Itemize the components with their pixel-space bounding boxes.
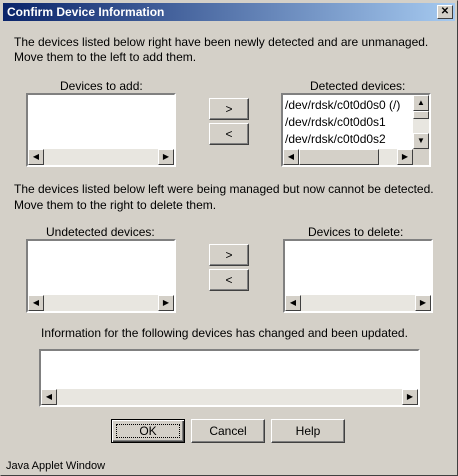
- horizontal-scrollbar[interactable]: [28, 149, 174, 165]
- section2-text-line2: Move them to the right to delete them.: [14, 198, 217, 212]
- section3-text: Information for the following devices has changed and been updated.: [41, 326, 408, 340]
- horizontal-scrollbar[interactable]: [285, 295, 431, 311]
- scroll-thumb[interactable]: [299, 149, 379, 165]
- scroll-right-icon[interactable]: ▶: [402, 389, 418, 405]
- section2-text-line1: The devices listed below left were being managed but now cannot be detected.: [14, 182, 434, 196]
- scroll-right-icon[interactable]: ▶: [158, 149, 174, 165]
- list-item[interactable]: /dev/rdsk/c0t0d0s2: [285, 132, 386, 146]
- help-button[interactable]: Help: [271, 419, 345, 443]
- updated-devices-list[interactable]: [39, 349, 420, 407]
- applet-window-footer: Java Applet Window: [6, 460, 106, 472]
- close-icon: ✕: [440, 6, 450, 17]
- focus-indicator: [116, 424, 180, 438]
- window-title: Confirm Device Information: [7, 5, 165, 19]
- scrollbar-corner: [413, 149, 429, 165]
- cancel-button[interactable]: Cancel: [191, 419, 265, 443]
- list-item[interactable]: /dev/rdsk/c0t0d0s0 (/): [285, 98, 401, 112]
- devices-to-add-list[interactable]: [26, 93, 176, 167]
- devices-to-add-label: Devices to add:: [60, 79, 143, 93]
- scroll-down-icon[interactable]: ▼: [413, 133, 429, 149]
- devices-to-delete-label: Devices to delete:: [308, 225, 404, 239]
- scroll-left-icon[interactable]: ◀: [285, 295, 301, 311]
- move-to-delete-button[interactable]: >: [209, 244, 249, 266]
- detected-devices-label: Detected devices:: [310, 79, 406, 93]
- vertical-scrollbar[interactable]: [413, 95, 429, 149]
- horizontal-scrollbar[interactable]: [28, 295, 174, 311]
- scroll-right-icon[interactable]: ▶: [397, 149, 413, 165]
- close-button[interactable]: [437, 5, 453, 19]
- section1-text-line1: The devices listed below right have been newly detected and are unmanaged.: [14, 35, 429, 49]
- remove-device-button[interactable]: <: [209, 123, 249, 145]
- devices-to-delete-list[interactable]: [283, 239, 433, 313]
- ok-button[interactable]: [111, 419, 185, 443]
- scroll-up-icon[interactable]: ▲: [413, 95, 429, 111]
- horizontal-scrollbar[interactable]: [283, 149, 413, 165]
- scroll-left-icon[interactable]: ◀: [28, 149, 44, 165]
- scroll-right-icon[interactable]: ▶: [158, 295, 174, 311]
- scroll-thumb[interactable]: [413, 111, 429, 119]
- scroll-right-icon[interactable]: ▶: [415, 295, 431, 311]
- undetected-devices-label: Undetected devices:: [46, 225, 155, 239]
- ok-label: OK: [139, 424, 157, 438]
- move-to-undetected-button[interactable]: <: [209, 269, 249, 291]
- list-item[interactable]: /dev/rdsk/c0t0d0s1: [285, 115, 386, 129]
- undetected-devices-list[interactable]: [26, 239, 176, 313]
- detected-devices-list[interactable]: [281, 93, 431, 167]
- section1-text-line2: Move them to the left to add them.: [14, 50, 197, 64]
- scroll-left-icon[interactable]: ◀: [28, 295, 44, 311]
- add-device-button[interactable]: >: [209, 98, 249, 120]
- scroll-left-icon[interactable]: ◀: [283, 149, 299, 165]
- horizontal-scrollbar[interactable]: [41, 389, 418, 405]
- title-bar[interactable]: [3, 3, 455, 21]
- scroll-left-icon[interactable]: ◀: [41, 389, 57, 405]
